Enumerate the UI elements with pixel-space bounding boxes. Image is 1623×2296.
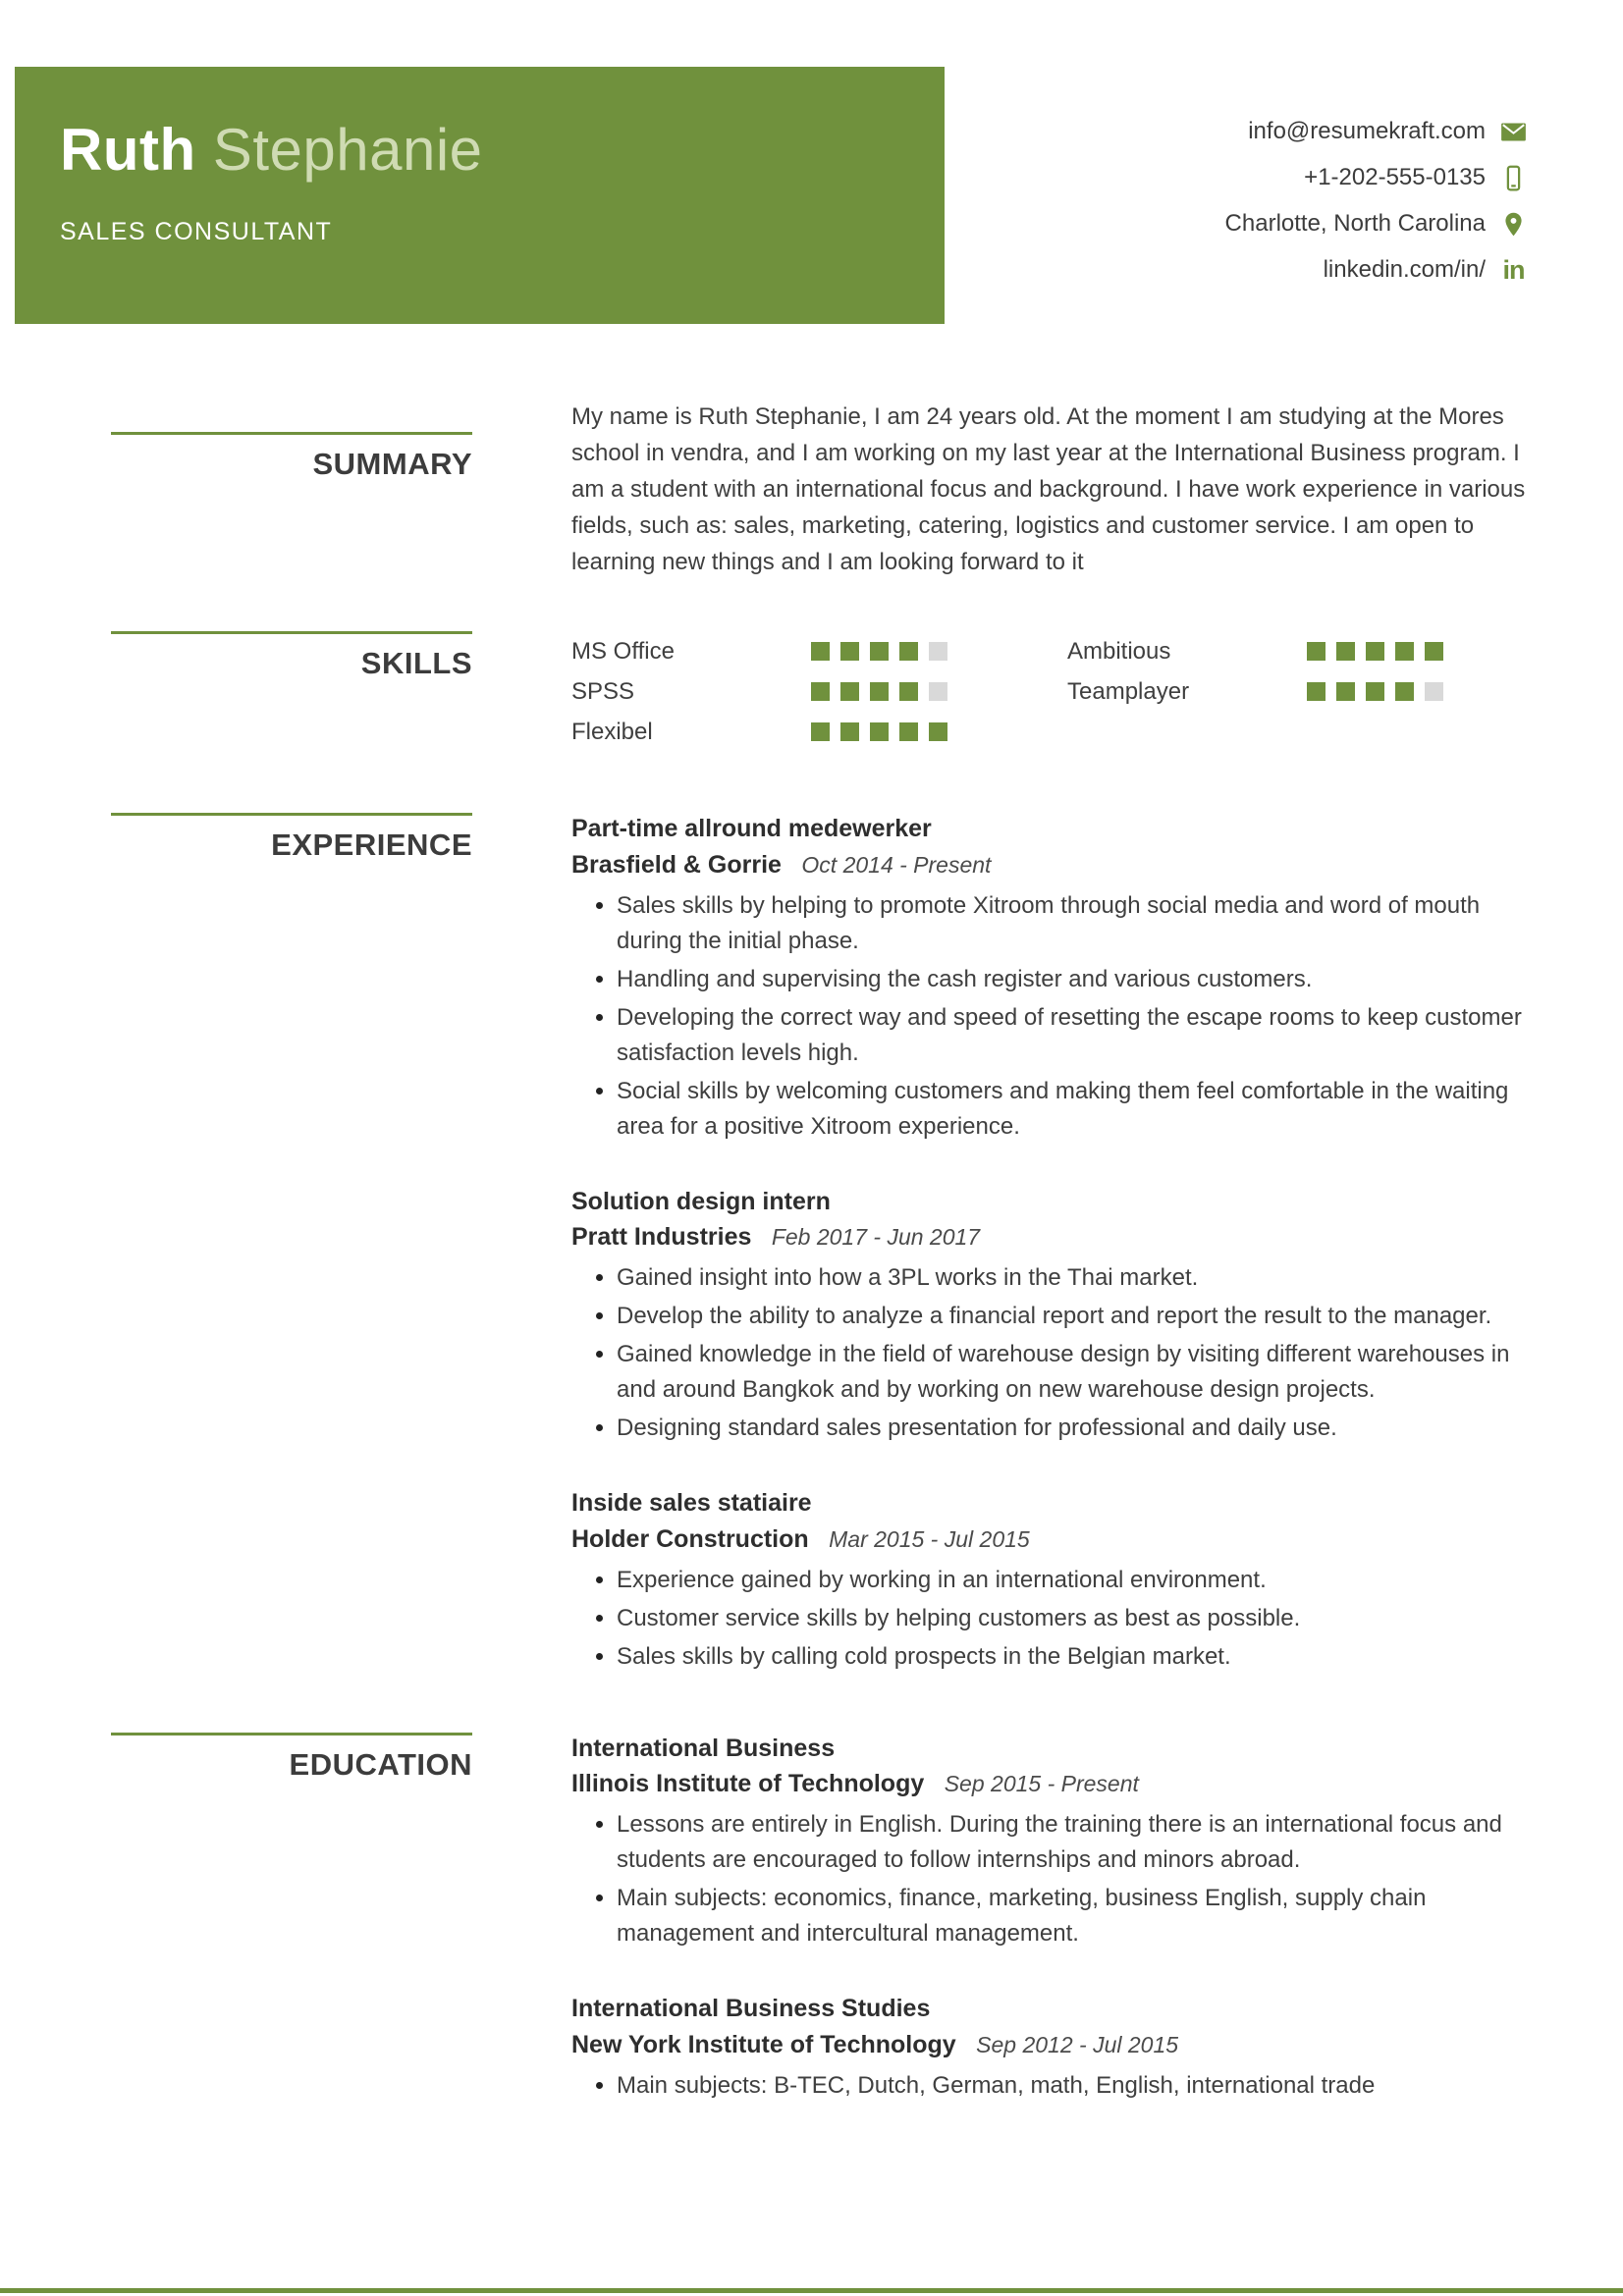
experience-dates: Oct 2014 - Present <box>801 851 992 878</box>
skill-name: Teamplayer <box>1067 677 1190 705</box>
skill-name: SPSS <box>571 677 635 705</box>
phone-icon <box>1500 165 1527 191</box>
education-heading-block <box>111 1733 472 2107</box>
skill-square-filled <box>870 682 889 701</box>
last-name: Stephanie <box>212 117 483 183</box>
skill-square-filled <box>1307 642 1325 661</box>
skill-row <box>571 712 1067 752</box>
skill-square-filled <box>899 722 918 741</box>
contact-linkedin-row <box>1225 252 1527 288</box>
contact-location: Charlotte, North Carolina <box>1224 210 1486 237</box>
skill-square-filled <box>1336 682 1355 701</box>
skill-square-filled <box>1366 642 1384 661</box>
contact-phone-row <box>1225 160 1527 195</box>
skill-rating <box>811 682 947 701</box>
bullet-item: • Gained knowledge in the field of warehouse design by visiting different warehouses in and around Bangkok and by working on new warehouse design projects. <box>617 1337 1535 1408</box>
linkedin-icon: in <box>1502 254 1525 285</box>
experience-company: Pratt Industries <box>571 1223 752 1251</box>
experience-entry <box>571 1186 1535 1447</box>
contact-email: info@resumekraft.com <box>1248 118 1486 144</box>
skill-row <box>1067 631 1535 671</box>
skill-row <box>571 631 1067 671</box>
experience-heading: EXPERIENCE <box>111 813 472 863</box>
skill-row <box>1067 671 1535 712</box>
bullet-item: • Sales skills by helping to promote Xitroom through social media and word of mouth during the initial phase. <box>617 888 1535 959</box>
bullet-item: • Handling and supervising the cash register and various customers. <box>617 962 1535 997</box>
education-body <box>571 1733 1535 2107</box>
summary-body <box>571 399 1535 580</box>
education-subline <box>571 2031 1535 2059</box>
education-heading: EDUCATION <box>111 1733 472 1783</box>
experience-company: Brasfield & Gorrie <box>571 850 782 879</box>
bullet-item: • Designing standard sales presentation for professional and daily use. <box>617 1411 1535 1446</box>
bullet-item: • Experience gained by working in an international environment. <box>617 1563 1535 1598</box>
skill-square-filled <box>1366 682 1384 701</box>
education-entry <box>571 1733 1535 1952</box>
skill-square-filled <box>1395 642 1414 661</box>
skill-square-filled <box>870 642 889 661</box>
skill-name: Flexibel <box>571 718 653 745</box>
experience-title: Solution design intern <box>571 1187 831 1215</box>
contact-phone: +1-202-555-0135 <box>1304 164 1486 190</box>
bullet-item: • Developing the correct way and speed of resetting the escape rooms to keep customer satisfaction levels high. <box>617 1000 1535 1071</box>
contact-email-row <box>1225 114 1527 149</box>
education-entry <box>571 1993 1535 2104</box>
bullet-item: • Main subjects: B-TEC, Dutch, German, math, English, international trade <box>617 2068 1535 2104</box>
header-band <box>15 67 945 324</box>
experience-bullets <box>571 1563 1535 1675</box>
section-summary <box>111 399 1535 580</box>
footer-accent-bar <box>0 2288 1623 2293</box>
bullet-item: • Lessons are entirely in English. During the training there is an international focus and students are encouraged to follow internships and minors abroad. <box>617 1807 1535 1878</box>
experience-bullets <box>571 1260 1535 1446</box>
bullet-item: • Develop the ability to analyze a financial report and report the result to the manager. <box>617 1299 1535 1334</box>
experience-body <box>571 813 1535 1678</box>
education-degree: International Business Studies <box>571 1995 931 2022</box>
experience-entry <box>571 1487 1535 1675</box>
experience-entry <box>571 813 1535 1145</box>
education-degree: International Business <box>571 1734 836 1762</box>
skill-square-filled <box>840 722 859 741</box>
skill-square-filled <box>1425 642 1443 661</box>
skill-square-filled <box>1336 642 1355 661</box>
resume-content <box>0 399 1623 2107</box>
experience-company: Holder Construction <box>571 1524 809 1553</box>
skill-square-filled <box>1395 682 1414 701</box>
skills-column-right <box>1067 631 1535 752</box>
skill-square-filled <box>899 682 918 701</box>
skills-column-left <box>571 631 1067 752</box>
section-experience <box>111 813 1535 1678</box>
bullet-item: • Gained insight into how a 3PL works in the Thai market. <box>617 1260 1535 1296</box>
first-name: Ruth <box>60 117 196 183</box>
contact-block <box>1225 114 1527 298</box>
skill-name: Ambitious <box>1067 637 1171 665</box>
bullet-item: • Customer service skills by helping customers as best as possible. <box>617 1601 1535 1636</box>
contact-location-row <box>1225 206 1527 241</box>
education-bullets <box>571 2068 1535 2104</box>
skill-rating <box>1307 642 1443 661</box>
bullet-item: • Social skills by welcoming customers and making them feel comfortable in the waiting area for a positive Xitroom experience. <box>617 1074 1535 1145</box>
education-school: Illinois Institute of Technology <box>571 1770 925 1797</box>
skill-square-filled <box>811 642 830 661</box>
experience-bullets <box>571 888 1535 1145</box>
section-skills <box>111 631 1535 752</box>
skills-heading-block <box>111 631 472 752</box>
skill-square-filled <box>1307 682 1325 701</box>
bullet-item: • Sales skills by calling cold prospects in the Belgian market. <box>617 1639 1535 1675</box>
skills-heading: SKILLS <box>111 631 472 681</box>
summary-heading-block <box>111 399 472 580</box>
job-title: SALES CONSULTANT <box>60 218 333 245</box>
experience-title: Part-time allround medewerker <box>571 815 932 842</box>
experience-heading-block <box>111 813 472 1678</box>
section-education <box>111 1733 1535 2107</box>
experience-dates: Feb 2017 - Jun 2017 <box>771 1224 981 1250</box>
summary-heading: SUMMARY <box>111 432 472 482</box>
skill-square-empty <box>1425 682 1443 701</box>
education-bullets <box>571 1807 1535 1951</box>
skill-square-empty <box>929 682 947 701</box>
skill-rating <box>811 722 947 741</box>
skill-name: MS Office <box>571 637 675 665</box>
location-icon <box>1500 211 1527 238</box>
experience-subline <box>571 1223 1535 1252</box>
skill-rating <box>811 642 947 661</box>
experience-subline <box>571 1525 1535 1554</box>
skills-body <box>571 631 1535 752</box>
skill-rating <box>1307 682 1443 701</box>
skill-square-filled <box>899 642 918 661</box>
skill-square-filled <box>929 722 947 741</box>
skill-square-filled <box>840 682 859 701</box>
experience-subline <box>571 851 1535 880</box>
summary-text: My name is Ruth Stephanie, I am 24 years old. At the moment I am studying at the Mores school in vendra, and I am working on my last year at the International Business program. I am a student with an international focus and background. I have work experience in various fields, such as: sales, marketing, catering, logistics and customer service. I am open to learning new things and I am looking forward to it <box>571 403 1526 575</box>
education-school: New York Institute of Technology <box>571 2030 956 2058</box>
education-dates: Sep 2012 - Jul 2015 <box>976 2031 1179 2057</box>
email-icon <box>1500 119 1527 145</box>
skill-square-empty <box>929 642 947 661</box>
contact-linkedin: linkedin.com/in/ <box>1323 256 1486 283</box>
skill-square-filled <box>811 722 830 741</box>
education-dates: Sep 2015 - Present <box>944 1771 1139 1796</box>
bullet-item: • Main subjects: economics, finance, marketing, business English, supply chain management and intercultural management. <box>617 1881 1535 1951</box>
education-subline <box>571 1770 1535 1798</box>
experience-dates: Mar 2015 - Jul 2015 <box>829 1525 1030 1552</box>
skill-square-filled <box>840 642 859 661</box>
skill-square-filled <box>870 722 889 741</box>
skill-row <box>571 671 1067 712</box>
candidate-name <box>60 118 945 183</box>
skill-square-filled <box>811 682 830 701</box>
experience-title: Inside sales statiaire <box>571 1489 812 1517</box>
